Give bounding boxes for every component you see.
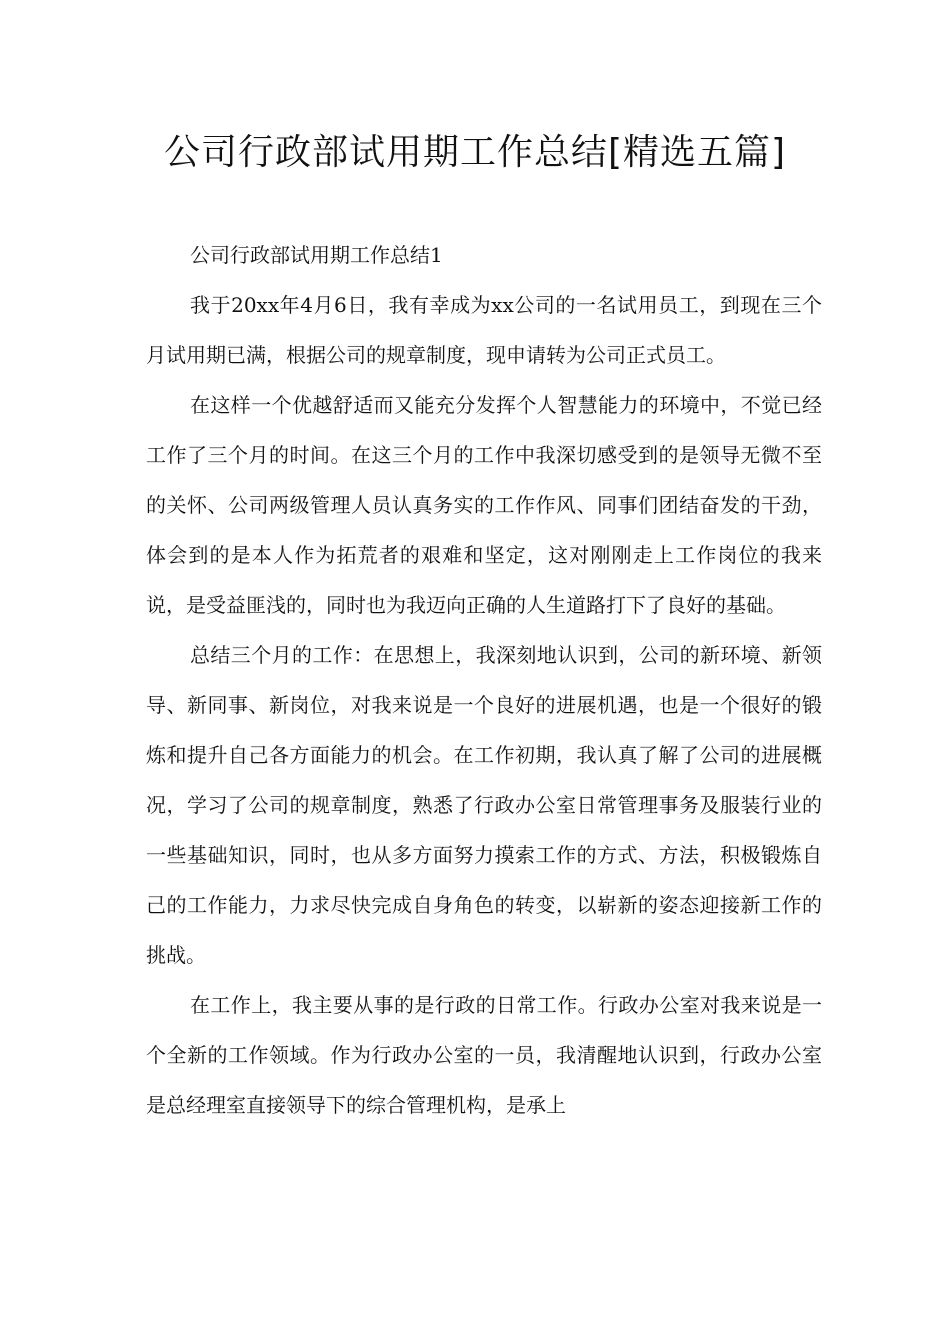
- body-paragraph: 在这样一个优越舒适而又能充分发挥个人智慧能力的环境中，不觉已经工作了三个月的时间。在这三个月的工作中我深切感受到的是领导无微不至的关怀、公司两级管理人员认真务实的工作作风、同事们团结奋发的干劲，体会到的是本人作为拓荒者的艰难和坚定，这对刚刚走上工作岗位的我来说，是受益匪浅的，同时也为我迈向正确的人生道路打下了良好的基础。: [146, 393, 822, 617]
- body-paragraph: 在工作上，我主要从事的是行政的日常工作。行政办公室对我来说是一个全新的工作领域。作为行政办公室的一员，我清醒地认识到，行政办公室是总经理室直接领导下的综合管理机构，是承上: [146, 993, 822, 1117]
- body-paragraph: 总结三个月的工作：在思想上，我深刻地认识到，公司的新环境、新领导、新同事、新岗位，对我来说是一个良好的进展机遇，也是一个很好的锻炼和提升自己各方面能力的机会。在工作初期，我认真了解了公司的进展概况，学习了公司的规章制度，熟悉了行政办公室日常管理事务及服装行业的一些基础知识，同时，也从多方面努力摸索工作的方式、方法，积极锻炼自己的工作能力，力求尽快完成自身角色的转变，以崭新的姿态迎接新工作的挑战。: [146, 643, 822, 967]
- document-title: 公司行政部试用期工作总结[精选五篇]: [163, 132, 787, 173]
- document-body: [146, 230, 822, 1130]
- body-paragraph: 我于20xx年4月6日，我有幸成为xx公司的一名试用员工，到现在三个月试用期已满，根据公司的规章制度，现申请转为公司正式员工。: [146, 293, 822, 367]
- section-heading: 公司行政部试用期工作总结1: [190, 243, 443, 267]
